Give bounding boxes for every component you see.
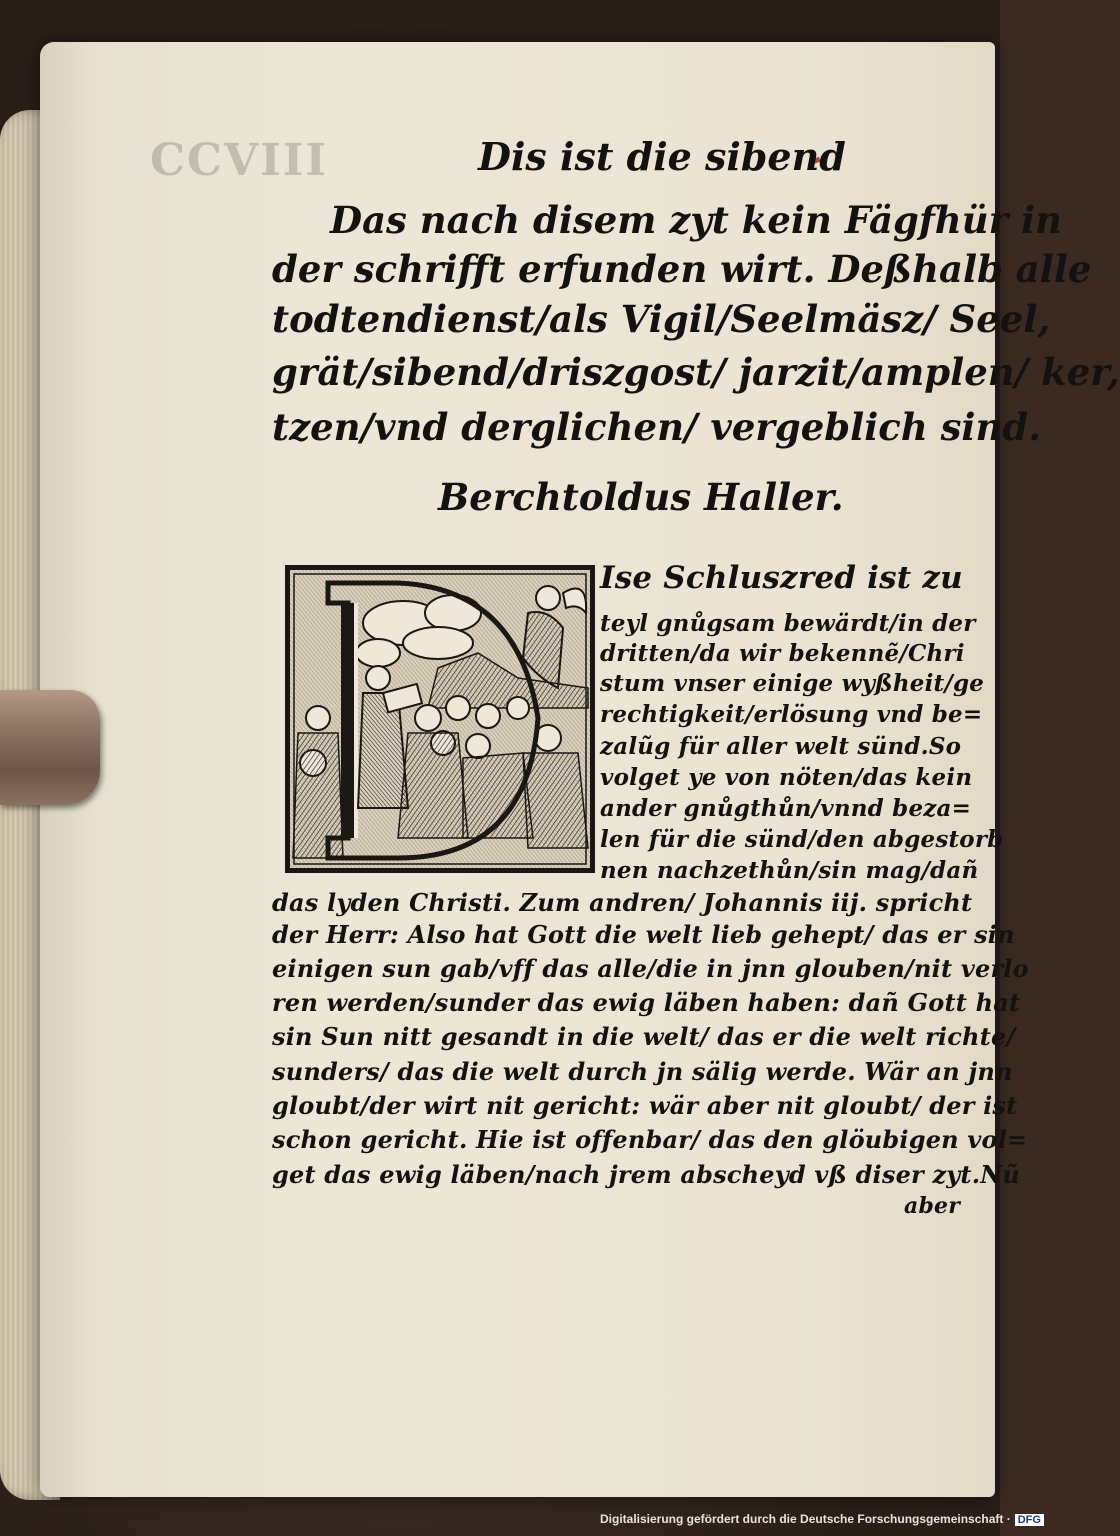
body-line-8: schon gericht. Hie ist offenbar/ das den glöubigen vol= (272, 1125, 1028, 1154)
folio-bleed-through: CCVIII (150, 135, 328, 186)
body-line-7: gloubt/der wirt nit gericht: wär aber nit gloubt/ der ist (272, 1091, 1018, 1120)
footer-text: Digitalisierung gefördert durch die Deutsche Forschungsgemeinschaft · (600, 1512, 1011, 1526)
body-line-9: get das ewig läben/nach jrem abscheyd vß diser zyt.Nũ (272, 1160, 1021, 1189)
beside-initial-line-5: rechtigkeit/erlösung vnd be= (600, 701, 983, 728)
body-line-3: einigen sun gab/vff das alle/die in jnn glouben/nit verlo (272, 954, 1029, 983)
beside-initial-line-4: stum vnser einige wyßheit/ge (600, 670, 985, 697)
beside-initial-line-10: nen nachzethůn/sin mag/dañ (600, 857, 979, 884)
body-line-2: der Herr: Also hat Gott die welt lieb gehept/ das er sin (272, 920, 1015, 949)
beside-initial-line-7: volget ye von nöten/das kein (600, 764, 973, 791)
body-line-5: sin Sun nitt gesandt in die welt/ das er die welt richte/ (272, 1022, 1016, 1051)
beside-initial-line-6: zalũg für aller welt sünd.So (600, 733, 962, 760)
woodcut-initial-d (285, 565, 595, 873)
body-line-1: das lyden Christi. Zum andren/ Johannis iij. spricht (272, 888, 973, 917)
beside-initial-line-8: ander gnůgthůn/vnnd beza= (600, 795, 972, 822)
heading-line-5: grät/sibend/driszgost/ jarzit/amplen/ ker, (272, 350, 1120, 394)
dfg-logo: DFG (1015, 1514, 1044, 1526)
beside-initial-line-2: teyl gnůgsam bewärdt/in der (600, 610, 976, 637)
digitization-footer (600, 1512, 1044, 1532)
book-clasp (0, 690, 100, 805)
beside-initial-line-3: dritten/da wir bekennẽ/Chri (600, 640, 965, 667)
heading-line-6: tzen/vnd derglichen/ vergeblich sind. (272, 405, 1042, 449)
heading-line-2: Das nach disem zyt kein Fägfhür in (330, 198, 1062, 242)
heading-line-1: Dis ist die sibend (478, 134, 846, 179)
body-line-6: sunders/ das die welt durch jn sälig werde. Wär an jnn (272, 1057, 1013, 1086)
woodcut-illustration (288, 568, 592, 870)
author-name: Berchtoldus Haller. (438, 475, 844, 519)
beside-initial-line-9: len für die sünd/den abgestorb (600, 826, 1004, 853)
heading-line-4: todtendienst/als Vigil/Seelmäsz/ Seel, (272, 297, 1051, 341)
catchword: aber (904, 1193, 961, 1219)
beside-initial-line-1: Ise Schluszred ist zu (600, 560, 963, 596)
heading-line-3: der schrifft erfunden wirt. Deßhalb alle (272, 247, 1092, 291)
body-line-4: ren werden/sunder das ewig läben haben: dañ Gott hat (272, 988, 1021, 1017)
